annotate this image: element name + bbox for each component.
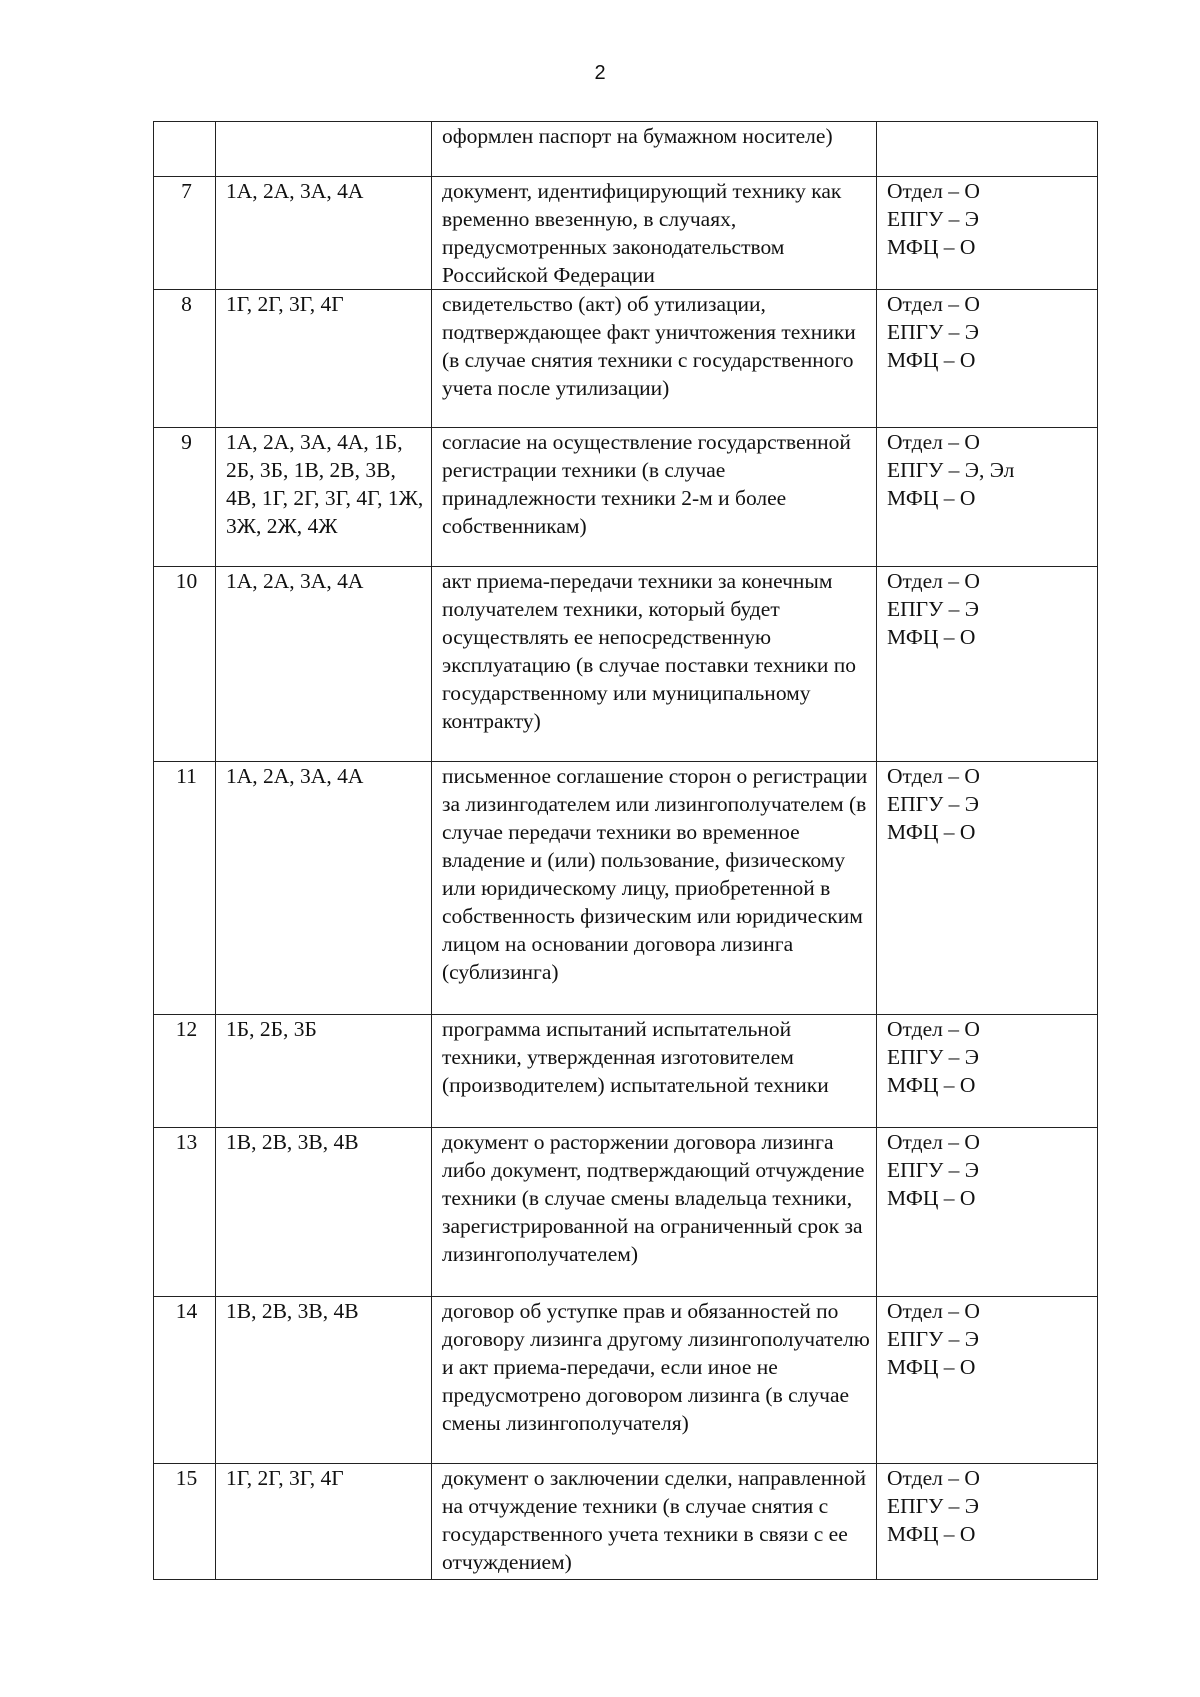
row-description: программа испытаний испытательной техники, утвержденная изготовителем (производителем) испытательной техники (432, 1015, 877, 1128)
row-number: 9 (154, 428, 216, 567)
row-channels: Отдел – О ЕПГУ – Э МФЦ – О (877, 1297, 1098, 1464)
row-channels (877, 122, 1098, 177)
table-row (154, 1297, 1098, 1464)
row-codes: 1Г, 2Г, 3Г, 4Г (216, 1464, 432, 1580)
row-codes: 1В, 2В, 3В, 4В (216, 1128, 432, 1297)
row-channels: Отдел – О ЕПГУ – Э МФЦ – О (877, 1015, 1098, 1128)
table-row (154, 1015, 1098, 1128)
row-number: 7 (154, 177, 216, 290)
row-channels: Отдел – О ЕПГУ – Э МФЦ – О (877, 1128, 1098, 1297)
row-number: 8 (154, 290, 216, 428)
table-row (154, 762, 1098, 1015)
table-row (154, 122, 1098, 177)
row-number: 13 (154, 1128, 216, 1297)
row-codes: 1А, 2А, 3А, 4А (216, 177, 432, 290)
row-number: 14 (154, 1297, 216, 1464)
row-channels: Отдел – О ЕПГУ – Э МФЦ – О (877, 762, 1098, 1015)
row-codes: 1А, 2А, 3А, 4А (216, 567, 432, 762)
row-number: 10 (154, 567, 216, 762)
row-description: документ о заключении сделки, направленной на отчуждение техники (в случае снятия с государственного учета техники в связи с ее отчуждением) (432, 1464, 877, 1580)
page-number: 2 (594, 62, 606, 84)
row-codes (216, 122, 432, 177)
table-row (154, 428, 1098, 567)
row-codes: 1Б, 2Б, 3Б (216, 1015, 432, 1128)
row-description: документ, идентифицирующий технику как временно ввезенную, в случаях, предусмотренных законодательством Российской Федерации (432, 177, 877, 290)
row-number (154, 122, 216, 177)
row-channels: Отдел – О ЕПГУ – Э МФЦ – О (877, 290, 1098, 428)
row-channels: Отдел – О ЕПГУ – Э, Эл МФЦ – О (877, 428, 1098, 567)
row-channels: Отдел – О ЕПГУ – Э МФЦ – О (877, 177, 1098, 290)
row-description: документ о расторжении договора лизинга либо документ, подтверждающий отчуждение техники (в случае смены владельца техники, зарегистрированной на ограниченный срок за лизингополучателем) (432, 1128, 877, 1297)
documents-table (153, 121, 1098, 1580)
table-row (154, 1128, 1098, 1297)
row-channels: Отдел – О ЕПГУ – Э МФЦ – О (877, 1464, 1098, 1580)
row-codes: 1А, 2А, 3А, 4А (216, 762, 432, 1015)
row-description: договор об уступке прав и обязанностей по договору лизинга другому лизингополучателю и акт приема-передачи, если иное не предусмотрено договором лизинга (в случае смены лизингополучателя) (432, 1297, 877, 1464)
row-description: свидетельство (акт) об утилизации, подтверждающее факт уничтожения техники (в случае снятия техники с государственного учета после утилизации) (432, 290, 877, 428)
row-description: письменное соглашение сторон о регистрации за лизингодателем или лизингополучателем (в случае передачи техники во временное владение и (или) пользование, физическому или юридическому лицу, приобретенной в собственность физическим или юридическим лицом на основании договора лизинга (сублизинга) (432, 762, 877, 1015)
row-codes: 1А, 2А, 3А, 4А, 1Б, 2Б, 3Б, 1В, 2В, 3В, 4В, 1Г, 2Г, 3Г, 4Г, 1Ж, 3Ж, 2Ж, 4Ж (216, 428, 432, 567)
table-row (154, 567, 1098, 762)
row-channels: Отдел – О ЕПГУ – Э МФЦ – О (877, 567, 1098, 762)
row-codes: 1В, 2В, 3В, 4В (216, 1297, 432, 1464)
row-number: 12 (154, 1015, 216, 1128)
row-number: 11 (154, 762, 216, 1015)
table-row (154, 290, 1098, 428)
table-row (154, 177, 1098, 290)
row-description: оформлен паспорт на бумажном носителе) (432, 122, 877, 177)
row-description: акт приема-передачи техники за конечным получателем техники, который будет осуществлять ее непосредственную эксплуатацию (в случае поставки техники по государственному или муниципальному контракту) (432, 567, 877, 762)
row-description: согласие на осуществление государственной регистрации техники (в случае принадлежности техники 2-м и более собственникам) (432, 428, 877, 567)
row-codes: 1Г, 2Г, 3Г, 4Г (216, 290, 432, 428)
table-row (154, 1464, 1098, 1580)
row-number: 15 (154, 1464, 216, 1580)
